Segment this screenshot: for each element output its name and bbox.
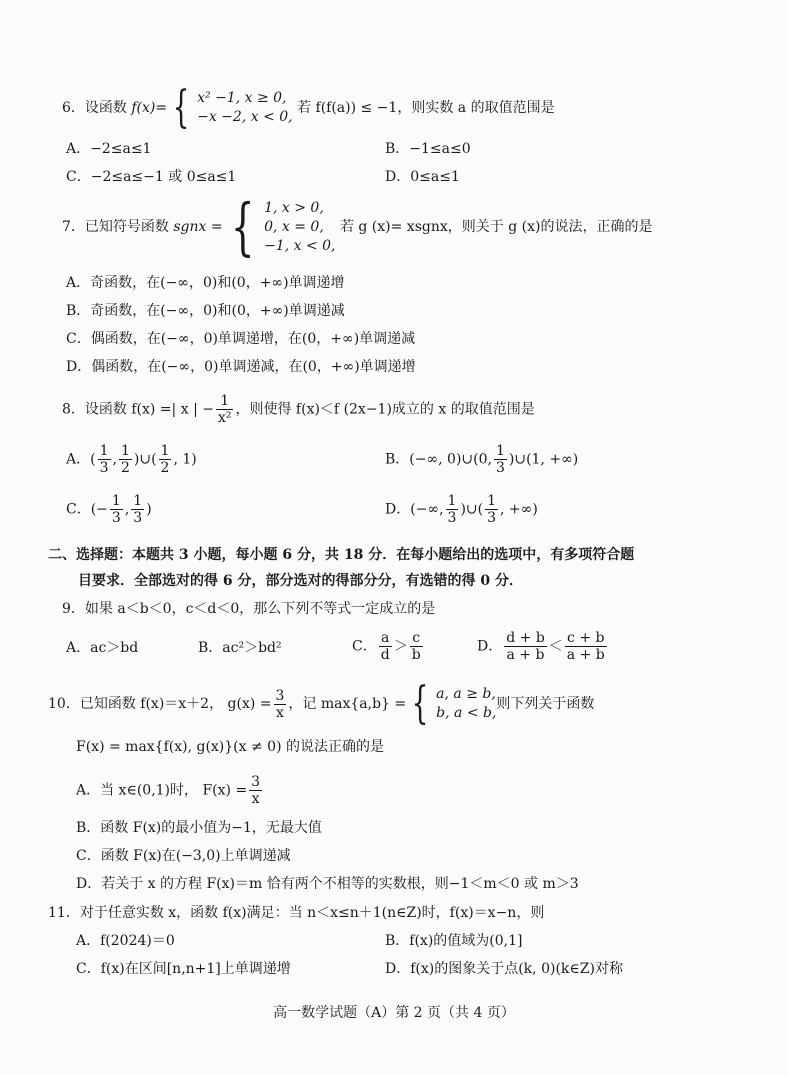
fraction [485, 493, 498, 526]
section-heading-line-2: 目要求．全部选对的得 6 分，部分选对的得部分分，有选错的得 0 分． [78, 573, 523, 589]
option-8b [385, 443, 578, 476]
fraction [131, 493, 144, 526]
operator: ＞ [393, 638, 408, 655]
numerator: 1 [447, 493, 457, 509]
option-9d [477, 630, 609, 663]
question-text: ，记 max{a,b} = [288, 696, 407, 712]
option-11c: C．f(x)在区间[n,n+1]上单调递增 [76, 961, 291, 977]
option-10d: D．若关于 x 的方程 F(x)＝m 恰有两个不相等的实数根，则−1＜m＜0 或 m＞3 [76, 876, 579, 892]
numerator: 1 [111, 493, 121, 509]
numerator: d + b [506, 630, 545, 646]
option-text: D．(−∞, [385, 501, 444, 518]
fraction [504, 630, 547, 663]
piecewise-case-1: 1, x > 0, [264, 199, 324, 216]
question-number: 11． [48, 905, 80, 921]
piecewise-brace: { [230, 190, 255, 263]
piecewise-case-1: a, a ≥ b, [436, 686, 496, 702]
option-7d: D．偶函数，在(−∞，0)单调递减，在(0，+∞)单调递增 [66, 359, 416, 375]
question-number: 7． [62, 219, 85, 235]
page-footer: 高一数学试题（A）第 2 页（共 4 页） [273, 1005, 515, 1021]
fraction [494, 443, 507, 476]
fraction [565, 630, 607, 663]
fraction [274, 688, 287, 721]
option-text: )∪( [133, 451, 157, 468]
question-lead: 设函数 f(x) =| x | − [84, 401, 214, 418]
option-8d [385, 493, 538, 526]
piecewise-brace: { [411, 678, 429, 729]
option-11b: B．f(x)的值域为(0,1] [385, 933, 523, 949]
numerator: a [379, 630, 392, 647]
option-7a: A．奇函数，在(−∞，0)和(0，+∞)单调递增 [66, 275, 345, 291]
option-7b: B．奇函数，在(−∞，0)和(0，+∞)单调递减 [66, 303, 345, 319]
option-8c [66, 493, 152, 526]
question-lead: 已知符号函数 [84, 219, 174, 235]
fraction [249, 774, 262, 807]
operator: ＜ [548, 638, 563, 655]
option-6a: A．−2≤a≤1 [66, 141, 152, 157]
denominator: 3 [133, 510, 143, 526]
question-number: 8． [62, 401, 85, 418]
piecewise-brace: { [172, 82, 190, 133]
question-7 [62, 190, 653, 263]
denominator: x² [217, 410, 232, 426]
question-9 [62, 599, 435, 619]
option-text: A．当 x∈(0,1)时， F(x) = [76, 782, 248, 799]
sign-function: sgnx = [173, 219, 223, 235]
option-10a [76, 774, 264, 807]
numerator: 3 [251, 774, 261, 790]
piecewise-case-2: 0, x = 0, [264, 218, 324, 235]
option-text: C．(− [66, 501, 108, 518]
question-number: 6． [62, 100, 85, 116]
option-text: , +∞) [500, 501, 538, 518]
denominator: x [276, 704, 284, 721]
piecewise-case-2: −x −2, x < 0, [197, 109, 293, 125]
option-6d: D．0≤a≤1 [385, 169, 460, 185]
question-8 [62, 393, 535, 426]
option-text: D． [477, 638, 503, 655]
fraction [98, 443, 111, 476]
denominator: b [411, 647, 421, 663]
denominator: x [251, 791, 260, 807]
piecewise-cases [197, 89, 293, 127]
option-9b: B．ac²＞bd² [198, 640, 282, 656]
denominator: 2 [120, 460, 130, 476]
denominator: 3 [99, 460, 109, 476]
option-6c: C．−2≤a≤−1 或 0≤a≤1 [66, 169, 237, 185]
option-11a: A．f(2024)＝0 [76, 933, 175, 949]
option-text: )∪( [460, 501, 484, 518]
numerator: 1 [495, 443, 505, 459]
option-9c [352, 630, 425, 663]
numerator: 1 [216, 393, 234, 410]
function-name: f(x)= [131, 100, 168, 116]
option-text: C． [352, 638, 377, 655]
option-6b: B．−1≤a≤0 [385, 141, 471, 157]
numerator: 1 [160, 443, 170, 459]
piecewise-case-2: b, a < b, [436, 705, 497, 721]
piecewise-cases [436, 685, 496, 723]
piecewise-case-3: −1, x < 0, [264, 237, 336, 254]
question-lead: 设函数 [84, 100, 132, 116]
piecewise-case-1: x² −1, x ≥ 0, [197, 90, 287, 106]
denominator: 3 [111, 510, 121, 526]
fraction [379, 630, 392, 663]
numerator: c [410, 630, 423, 647]
option-text: , [112, 451, 117, 468]
denominator: 3 [447, 510, 457, 526]
option-text: , [124, 501, 130, 518]
question-6 [62, 82, 555, 133]
option-10c: C．函数 F(x)在(−3,0)上单调递减 [76, 848, 291, 864]
question-number: 10． [48, 696, 80, 712]
option-text: A．( [66, 451, 96, 468]
question-condition: ，则使得 f(x)＜f (2x−1)成立的 x 的取值范围是 [235, 401, 535, 418]
question-10 [48, 678, 595, 729]
question-text: 如果 a＜b＜0，c＜d＜0，那么下列不等式一定成立的是 [84, 601, 436, 617]
option-11d: D．f(x)的图象关于点(k, 0)(k∈Z)对称 [385, 961, 623, 977]
fraction [159, 443, 172, 476]
fraction [119, 443, 132, 476]
fraction [446, 493, 459, 526]
fraction [110, 493, 123, 526]
fraction [216, 393, 234, 426]
piecewise-cases [264, 199, 335, 256]
option-text: B．(−∞, 0)∪(0, [385, 451, 492, 468]
numerator: 3 [275, 687, 285, 704]
question-condition: 若 f(f(a)) ≤ −1，则实数 a 的取值范围是 [292, 100, 555, 116]
numerator: c + b [565, 630, 607, 647]
option-9a: A．ac＞bd [66, 640, 139, 656]
question-condition: 若 g (x)= xsgnx，则关于 g (x)的说法，正确的是 [335, 219, 653, 235]
option-text: , 1) [173, 451, 197, 468]
numerator: 1 [133, 493, 143, 509]
section-heading-line-1: 二、选择题：本题共 3 小题，每小题 6 分，共 18 分．在每小题给出的选项中，有多项符合题 [48, 547, 635, 563]
option-10b: B．函数 F(x)的最小值为−1，无最大值 [76, 820, 322, 836]
numerator: 1 [99, 443, 109, 459]
option-7c: C．偶函数，在(−∞，0)单调递增，在(0，+∞)单调递减 [66, 331, 416, 347]
question-number: 9． [62, 601, 85, 617]
numerator: 1 [120, 443, 130, 459]
numerator: 1 [487, 493, 497, 509]
denominator: a + b [506, 647, 545, 663]
option-8a [66, 443, 197, 476]
question-text: 对于任意实数 x，函数 f(x)满足：当 n＜x≤n＋1(n∈Z)时，f(x)＝x−n，则 [79, 905, 545, 921]
question-11 [48, 903, 544, 923]
denominator: 3 [495, 460, 505, 476]
fraction [410, 630, 423, 663]
option-text: )∪(1, +∞) [508, 451, 579, 468]
option-text: ) [146, 501, 152, 518]
denominator: a + b [566, 647, 605, 663]
denominator: d [380, 647, 390, 663]
denominator: 2 [160, 460, 170, 476]
question-lead: 已知函数 f(x)＝x＋2， g(x) = [79, 696, 272, 712]
question-text: 则下列关于函数 [496, 696, 595, 712]
question-10-line-2: F(x) = max{f(x), g(x)}(x ≠ 0) 的说法正确的是 [76, 739, 384, 755]
denominator: 3 [487, 510, 497, 526]
